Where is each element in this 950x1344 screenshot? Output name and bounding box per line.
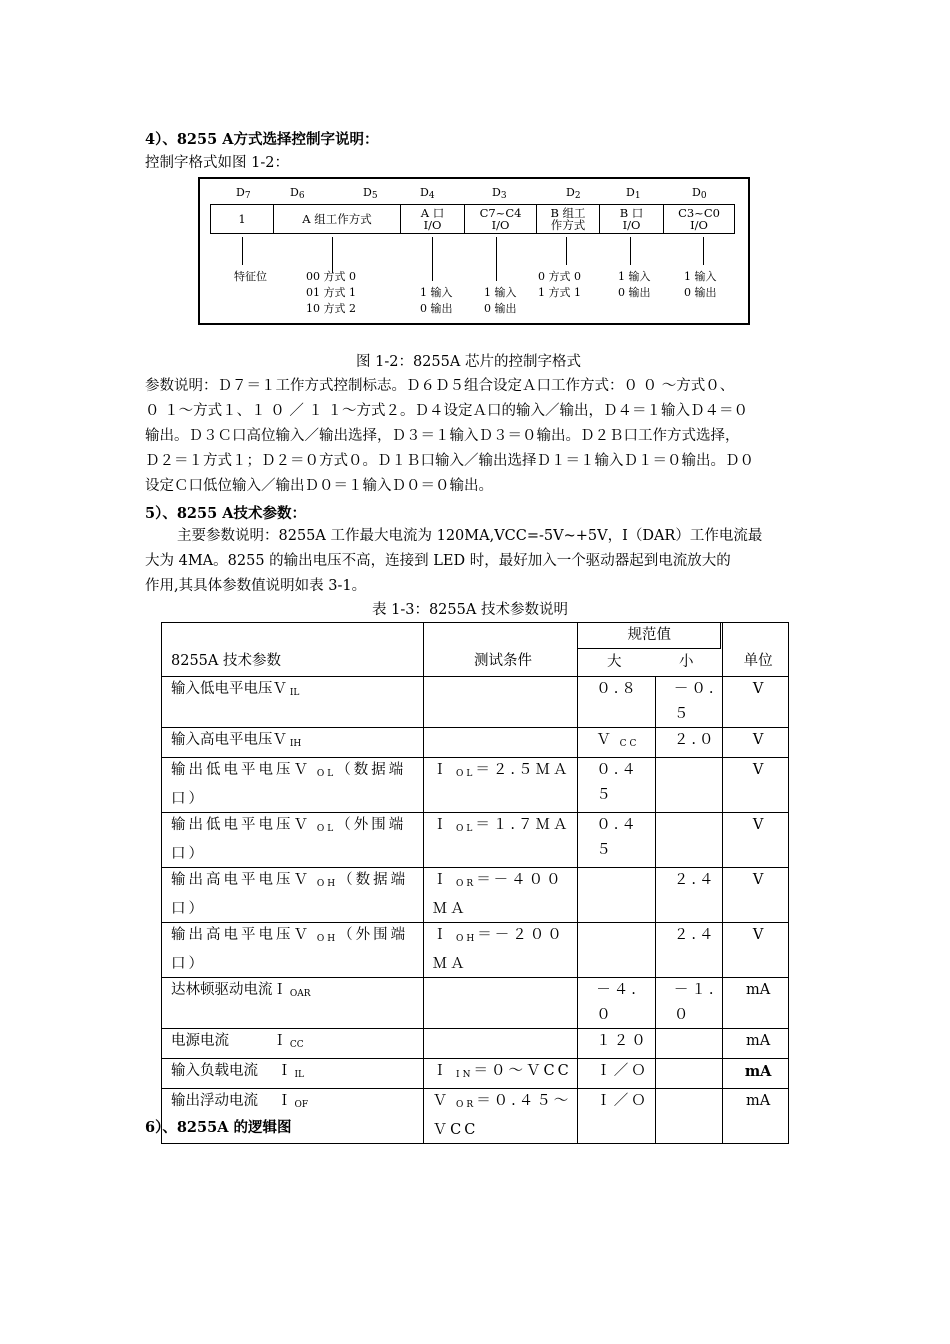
- cell-d7: [210, 204, 274, 234]
- param-line: 参数说明：Ｄ７＝１工作方式控制标志。Ｄ６Ｄ５组合设定Ａ口工作方式：０ ０ ～方式０、: [145, 378, 735, 394]
- param-line: Ｄ２＝１方式１；Ｄ２＝０方式０。Ｄ１Ｂ口输入／输出选择Ｄ１＝１输入Ｄ１＝０输出。Ｄ０: [145, 453, 754, 469]
- cell-min: ２.４: [655, 868, 722, 923]
- cell-param: 输出低电平电压Ｖ $_{OL}$（数据端口）: [162, 758, 424, 813]
- cell-d1-text: B 口 I/O: [619, 206, 644, 232]
- cell-condition: [423, 728, 578, 758]
- header-min: 小: [679, 654, 694, 670]
- cell-unit: V: [723, 868, 789, 923]
- cell-param: 输入负载电流 Ｉ $_{IL}$: [162, 1059, 424, 1089]
- cell-d6-d5-text: A 组工作方式: [302, 212, 372, 226]
- bit-label-d1: $D_1$: [626, 186, 641, 201]
- section-4-intro: 控制字格式如图 1-2：: [145, 155, 289, 171]
- connector-line-d6-d5: [332, 237, 333, 273]
- cell-unit: V: [723, 758, 789, 813]
- cell-d0-text: C3~C0 I/O: [678, 206, 720, 232]
- cell-max: １２０: [578, 1029, 656, 1059]
- cell-param: 输出浮动电流 Ｉ $_{OF}$: [162, 1089, 424, 1144]
- table-row: [162, 978, 789, 1029]
- bit-label-d5: $D_5$: [363, 186, 378, 201]
- cell-condition: [423, 1029, 578, 1059]
- table-row: [162, 1029, 789, 1059]
- bit-label-d4: $D_4$: [420, 186, 435, 201]
- cell-d7-text: 1: [238, 212, 246, 226]
- bit-label-d3: $D_3$: [492, 186, 507, 201]
- cell-d4: [400, 204, 465, 234]
- connector-line-d2: [566, 237, 567, 265]
- desc-d2: 0 方式 0 1 方式 1: [538, 270, 581, 299]
- table-row: [162, 868, 789, 923]
- cell-min: [655, 1089, 722, 1144]
- cell-min: －１. ０: [655, 978, 722, 1029]
- desc-d1: 1 输入 0 输出: [618, 270, 651, 299]
- cell-min: [655, 758, 722, 813]
- param-description: [145, 374, 810, 499]
- desc-d3: 1 输入 0 输出: [484, 286, 517, 315]
- section-5-body: [145, 524, 815, 599]
- connector-line-d3: [496, 237, 497, 281]
- cell-min: －０. ５: [655, 677, 722, 728]
- cell-max: －４. ０: [578, 978, 656, 1029]
- cell-unit: mA: [723, 978, 789, 1029]
- desc-d6-d5: 00 方式 0 01 方式 1 10 方式 2: [306, 270, 356, 315]
- cell-min: [655, 813, 722, 868]
- cell-condition: Ｖ $_{OR}$＝０.４５～ＶCC: [423, 1089, 578, 1144]
- cell-d2-text: B 组工 作方式: [550, 206, 586, 232]
- cell-condition: Ｉ $_{OH}$＝－２００ＭＡ: [423, 923, 578, 978]
- cell-d1: [599, 204, 664, 234]
- desc-d4: 1 输入 0 输出: [420, 286, 453, 315]
- cell-min: ２.０: [655, 728, 722, 758]
- table-row: [162, 677, 789, 728]
- cell-unit: V: [723, 923, 789, 978]
- cell-max: ０.８: [578, 677, 656, 728]
- connector-line-d4: [432, 237, 433, 281]
- bit-label-d0: $D_0$: [692, 186, 707, 201]
- table-row: [162, 758, 789, 813]
- cell-condition: Ｉ $_{IN}$＝０～ＶCC: [423, 1059, 578, 1089]
- connector-line-d1: [630, 237, 631, 265]
- cell-d0: [663, 204, 735, 234]
- cell-max: Ｉ／Ｏ: [578, 1059, 656, 1089]
- figure-caption: 图 1-2：8255A 芯片的控制字格式: [356, 354, 581, 370]
- cell-max: ０.４ ５: [578, 758, 656, 813]
- cell-condition: Ｉ $_{OL}$＝２.５ＭＡ: [423, 758, 578, 813]
- header-unit: 单位: [723, 623, 789, 677]
- table-header-row: [162, 623, 789, 677]
- header-spec-label: 规范值: [578, 623, 721, 649]
- header-spec-sub: [578, 649, 722, 676]
- desc-d0: 1 输入 0 输出: [684, 270, 717, 299]
- cell-max: [578, 923, 656, 978]
- cell-unit: mA: [723, 1089, 789, 1144]
- cell-param: 输出低电平电压Ｖ $_{OL}$（外围端口）: [162, 813, 424, 868]
- section-5-heading: 5）、8255 A技术参数：: [145, 505, 306, 522]
- connector-line-d0: [703, 237, 704, 265]
- cell-unit: V: [723, 728, 789, 758]
- bit-label-d7: $D_7$: [236, 186, 251, 201]
- header-max: 大: [607, 654, 622, 670]
- cell-d3: [464, 204, 537, 234]
- cell-param: 达林顿驱动电流Ｉ $_{OAR}$: [162, 978, 424, 1029]
- table-row: [162, 1059, 789, 1089]
- cell-min: [655, 1059, 722, 1089]
- param-line: ０ １～方式１、１ ０ ／ １ １～方式２。Ｄ４设定Ａ口的输入／输出，Ｄ４＝１输入Ｄ４＝０: [145, 403, 749, 419]
- cell-d4-text: A 口 I/O: [420, 206, 445, 232]
- cell-max: Ｉ／Ｏ: [578, 1089, 656, 1144]
- cell-param: 输出高电平电压Ｖ $_{OH}$（数据端口）: [162, 868, 424, 923]
- tech-params-table: [161, 622, 789, 1144]
- cell-param: 电源电流 Ｉ $_{CC}$: [162, 1029, 424, 1059]
- cell-condition: [423, 677, 578, 728]
- control-word-figure: [198, 177, 750, 325]
- bit-label-d6: $D_6$: [290, 186, 305, 201]
- table-caption: 表 1-3：8255A 技术参数说明: [372, 602, 568, 618]
- section-5-line: 主要参数说明：8255A 工作最大电流为 120MA,VCC=-5V~+5V，I（DAR）工作电流最: [177, 528, 763, 544]
- connector-line-d7: [242, 237, 243, 265]
- cell-d6-d5: [273, 204, 401, 234]
- cell-condition: Ｉ $_{OR}$＝－４００ＭＡ: [423, 868, 578, 923]
- cell-min: [655, 1029, 722, 1059]
- cell-max: [578, 868, 656, 923]
- section-4-heading: 4）、8255 A方式选择控制字说明：: [145, 131, 379, 148]
- header-condition: 测试条件: [423, 623, 578, 677]
- param-line: 设定Ｃ口低位输入／输出Ｄ０＝１输入Ｄ０＝０输出。: [145, 478, 493, 494]
- cell-param: 输出高电平电压Ｖ $_{OH}$（外围端口）: [162, 923, 424, 978]
- table-row: [162, 923, 789, 978]
- desc-d7: 特征位: [234, 270, 267, 283]
- cell-unit: V: [723, 813, 789, 868]
- cell-unit: mA: [723, 1059, 789, 1089]
- section-6-heading: 6）、8255A 的逻辑图: [145, 1119, 292, 1136]
- cell-d3-text: C7~C4 I/O: [479, 206, 522, 232]
- cell-min: ２.４: [655, 923, 722, 978]
- header-param: 8255A 技术参数: [162, 623, 424, 677]
- cell-d2: [536, 204, 600, 234]
- cell-max: ０.４ ５: [578, 813, 656, 868]
- cell-param: 输入低电平电压Ｖ $_{IL}$: [162, 677, 424, 728]
- header-spec: [578, 623, 723, 677]
- section-5-line: 作用,其具体参数值说明如表 3-1。: [145, 578, 367, 594]
- cell-unit: mA: [723, 1029, 789, 1059]
- cell-condition: [423, 978, 578, 1029]
- section-5-line: 大为 4MA。8255 的输出电压不高，连接到 LED 时，最好加入一个驱动器起到电流放大的: [145, 553, 731, 569]
- cell-unit: V: [723, 677, 789, 728]
- table-row: [162, 728, 789, 758]
- cell-max: Ｖ $_{CC}$: [578, 728, 656, 758]
- cell-param: 输入高电平电压Ｖ $_{IH}$: [162, 728, 424, 758]
- cell-condition: Ｉ $_{OL}$＝１.７ＭＡ: [423, 813, 578, 868]
- table-row: [162, 813, 789, 868]
- bit-label-d2: $D_2$: [566, 186, 581, 201]
- param-line: 输出。Ｄ３Ｃ口高位输入／输出选择，Ｄ３＝１输入Ｄ３＝０输出。Ｄ２Ｂ口工作方式选择，: [145, 428, 740, 444]
